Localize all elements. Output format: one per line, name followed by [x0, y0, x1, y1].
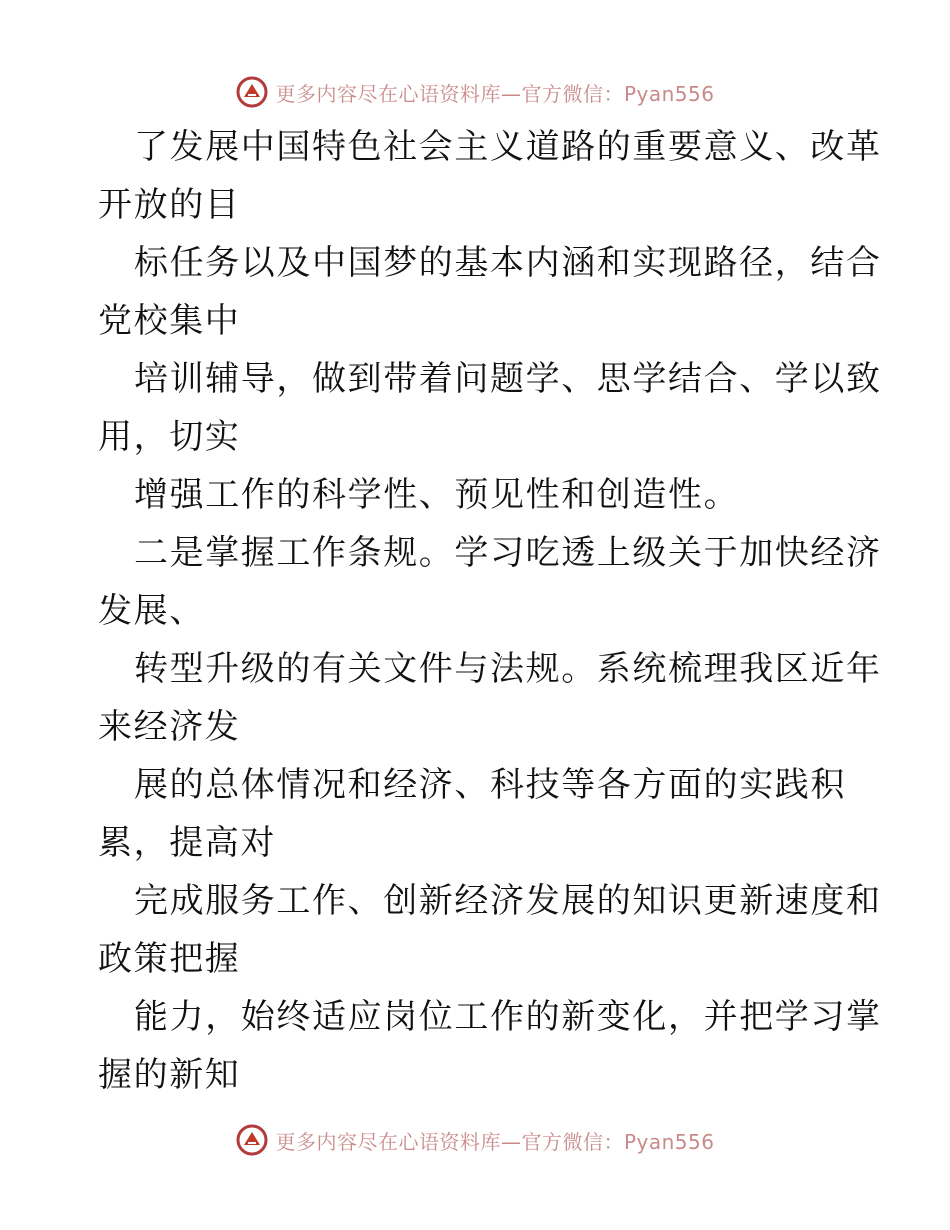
text-line: 发展、 — [98, 591, 205, 631]
text-line: 用，切实 — [98, 417, 241, 457]
watermark-text: 更多内容尽在心语资料库—官方微信：Pyan556 — [275, 81, 715, 106]
watermark-text: 更多内容尽在心语资料库—官方微信：Pyan556 — [275, 1129, 715, 1154]
text-line: 展的总体情况和经济、科技等各方面的实践积 — [134, 765, 846, 805]
text-line: 能力，始终适应岗位工作的新变化，并把学习掌 — [134, 997, 882, 1037]
footer-watermark — [0, 1120, 950, 1160]
text-line: 培训辅导，做到带着问题学、思学结合、学以致 — [134, 359, 882, 399]
text-line: 握的新知 — [98, 1055, 241, 1095]
text-line: 标任务以及中国梦的基本内涵和实现路径，结合 — [134, 243, 882, 283]
red-seal-logo-icon — [235, 1123, 269, 1157]
text-line: 了发展中国特色社会主义道路的重要意义、改革 — [134, 127, 882, 167]
text-line: 政策把握 — [98, 939, 241, 979]
text-line: 二是掌握工作条规。学习吃透上级关于加快经济 — [134, 533, 882, 573]
text-line: 转型升级的有关文件与法规。系统梳理我区近年 — [134, 649, 882, 689]
text-line: 开放的目 — [98, 185, 241, 225]
red-seal-logo-icon — [235, 75, 269, 109]
text-line: 来经济发 — [98, 707, 241, 747]
text-line: 增强工作的科学性、预见性和创造性。 — [134, 475, 740, 515]
document-body — [98, 118, 882, 1104]
header-watermark — [0, 72, 950, 112]
text-line: 累，提高对 — [98, 823, 276, 863]
text-line: 完成服务工作、创新经济发展的知识更新速度和 — [134, 881, 882, 921]
text-line: 党校集中 — [98, 301, 241, 341]
